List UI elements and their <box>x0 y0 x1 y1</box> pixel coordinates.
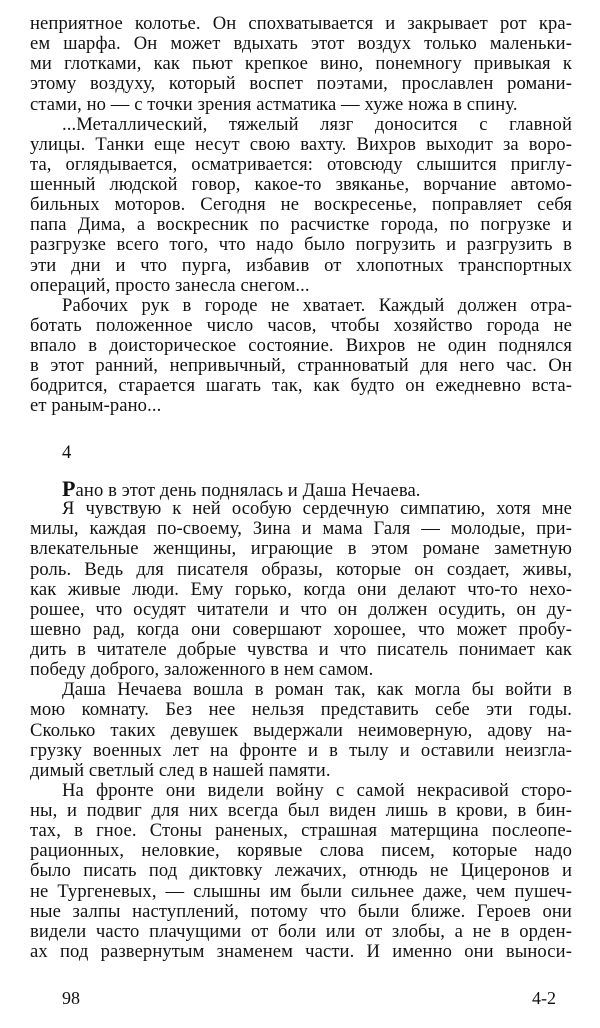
text-line: папа Дима, а воскресник по расчистке города, по погрузке и <box>30 214 572 236</box>
text-line: ные залпы наступлений, потому что были ближе. Героев они <box>30 900 572 922</box>
text-line: ем шарфа. Он может вдыхать этот воздух только маленьки- <box>30 33 572 55</box>
text-line: ны, и подвиг для них всегда был виден лишь в крови, в бин- <box>30 800 572 821</box>
text-line: неприятное колотье. Он спохватывается и закрывает рот кра- <box>30 13 572 34</box>
text-line: рошее, что осудят читатели и что он должен осудить, он ду- <box>30 598 572 620</box>
text-line: этому воздуху, который воспет поэтами, прославлен романи- <box>30 73 572 95</box>
text-line: разгрузке всего того, что надо было погрузить и разгрузить в <box>30 234 572 256</box>
text-line: ми глотками, как пьют крепкое вино, понемногу привыкая к <box>30 53 572 75</box>
text-line: дить в читателе добрые чувства и что писатель понимает как <box>30 639 572 660</box>
text-line: та, оглядывается, осматривается: отовсюду слышится приглу- <box>30 153 572 175</box>
text-line: стами, но — с точки зрения астматика — хуже ножа в спину. <box>30 93 518 115</box>
text-line: милы, каждая по-своему, Зина и мама Галя — молодые, при- <box>30 518 572 540</box>
text-line: бильных моторов. Сегодня не воскресенье, поправляет себя <box>30 194 572 216</box>
page-number: 98 <box>62 988 80 1008</box>
text-line: влекательные женщины, играющие в этом романе заметную <box>30 538 572 560</box>
text-line: Сколько таких девушек выдержали неимоверную, адову на- <box>30 719 572 741</box>
text-line: улицы. Танки еще несут свою вахту. Вихров выходит за воро- <box>30 133 572 155</box>
text-line: тах, в гное. Стоны раненых, страшная матерщина послеопе- <box>30 820 572 842</box>
text-line: мою комнату. Без нее нельзя представить себе эти годы. <box>30 699 572 721</box>
text-line: грузку военных лет на фронте и в тылу и оставили неизгла- <box>30 739 572 761</box>
text-line: ет раным-рано... <box>30 395 162 417</box>
chapter-opening-line <box>62 475 572 501</box>
text-line: как живые люди. Ему горько, когда они делают что-то нехо- <box>30 578 572 600</box>
text-line: Рабочих рук в городе не хватает. Каждый должен отра- <box>62 294 572 316</box>
text-line: Я чувствую к ней особую сердечную симпатию, хотя мне <box>62 498 572 520</box>
text-line: шенный людской говор, какое-то звяканье, ворчание автомо- <box>30 174 572 195</box>
text-line: эти дни и что пурга, избавив от хлопотных транспортных <box>30 254 572 276</box>
text-line: бодрится, старается шагать так, как будто он ежедневно вста- <box>30 375 572 397</box>
chapter-number: 4 <box>62 441 72 463</box>
text-line: димый светлый след в нашей памяти. <box>30 759 331 781</box>
text-line: Даша Нечаева вошла в роман так, как могла бы войти в <box>62 679 572 701</box>
text-line: рационных, неловкие, корявые слова писем, которые надо <box>30 840 572 862</box>
text-line: не Тургеневых, — слышны им были сильнее даже, чем пушеч- <box>30 880 572 902</box>
text-line: операций, просто занесла снегом... <box>30 274 310 296</box>
text-line: было писать под диктовку лежачих, отнюдь не Цицеронов и <box>30 860 572 882</box>
drop-cap: Р <box>62 475 76 501</box>
text-line: ботать положенное число часов, чтобы хозяйство города не <box>30 314 572 336</box>
text-line: На фронте они видели войну с самой некрасивой сторо- <box>62 779 572 801</box>
text-line: впало в доисторическое состояние. Вихров не один поднялся <box>30 335 572 356</box>
text-line: роль. Ведь для писателя образы, которые он создает, живы, <box>30 558 572 580</box>
opening-text: ано в этот день поднялась и Даша Нечаева. <box>75 479 421 501</box>
text-line: в этот ранний, непривычный, странноватый для него час. Он <box>30 355 572 377</box>
text-line: ах под развернутым знаменем части. И именно они выноси- <box>30 940 572 962</box>
text-line: видели часто плачущими от боли или от злобы, а не в орден- <box>30 920 572 942</box>
text-line: победу доброго, заложенного в нем самом. <box>30 659 374 681</box>
text-line: ...Металлический, тяжелый лязг доносится с главной <box>62 113 572 135</box>
text-line: шевно рад, когда они совершают хорошее, что может пробу- <box>30 618 572 640</box>
printer-signature: 4-2 <box>532 988 556 1008</box>
